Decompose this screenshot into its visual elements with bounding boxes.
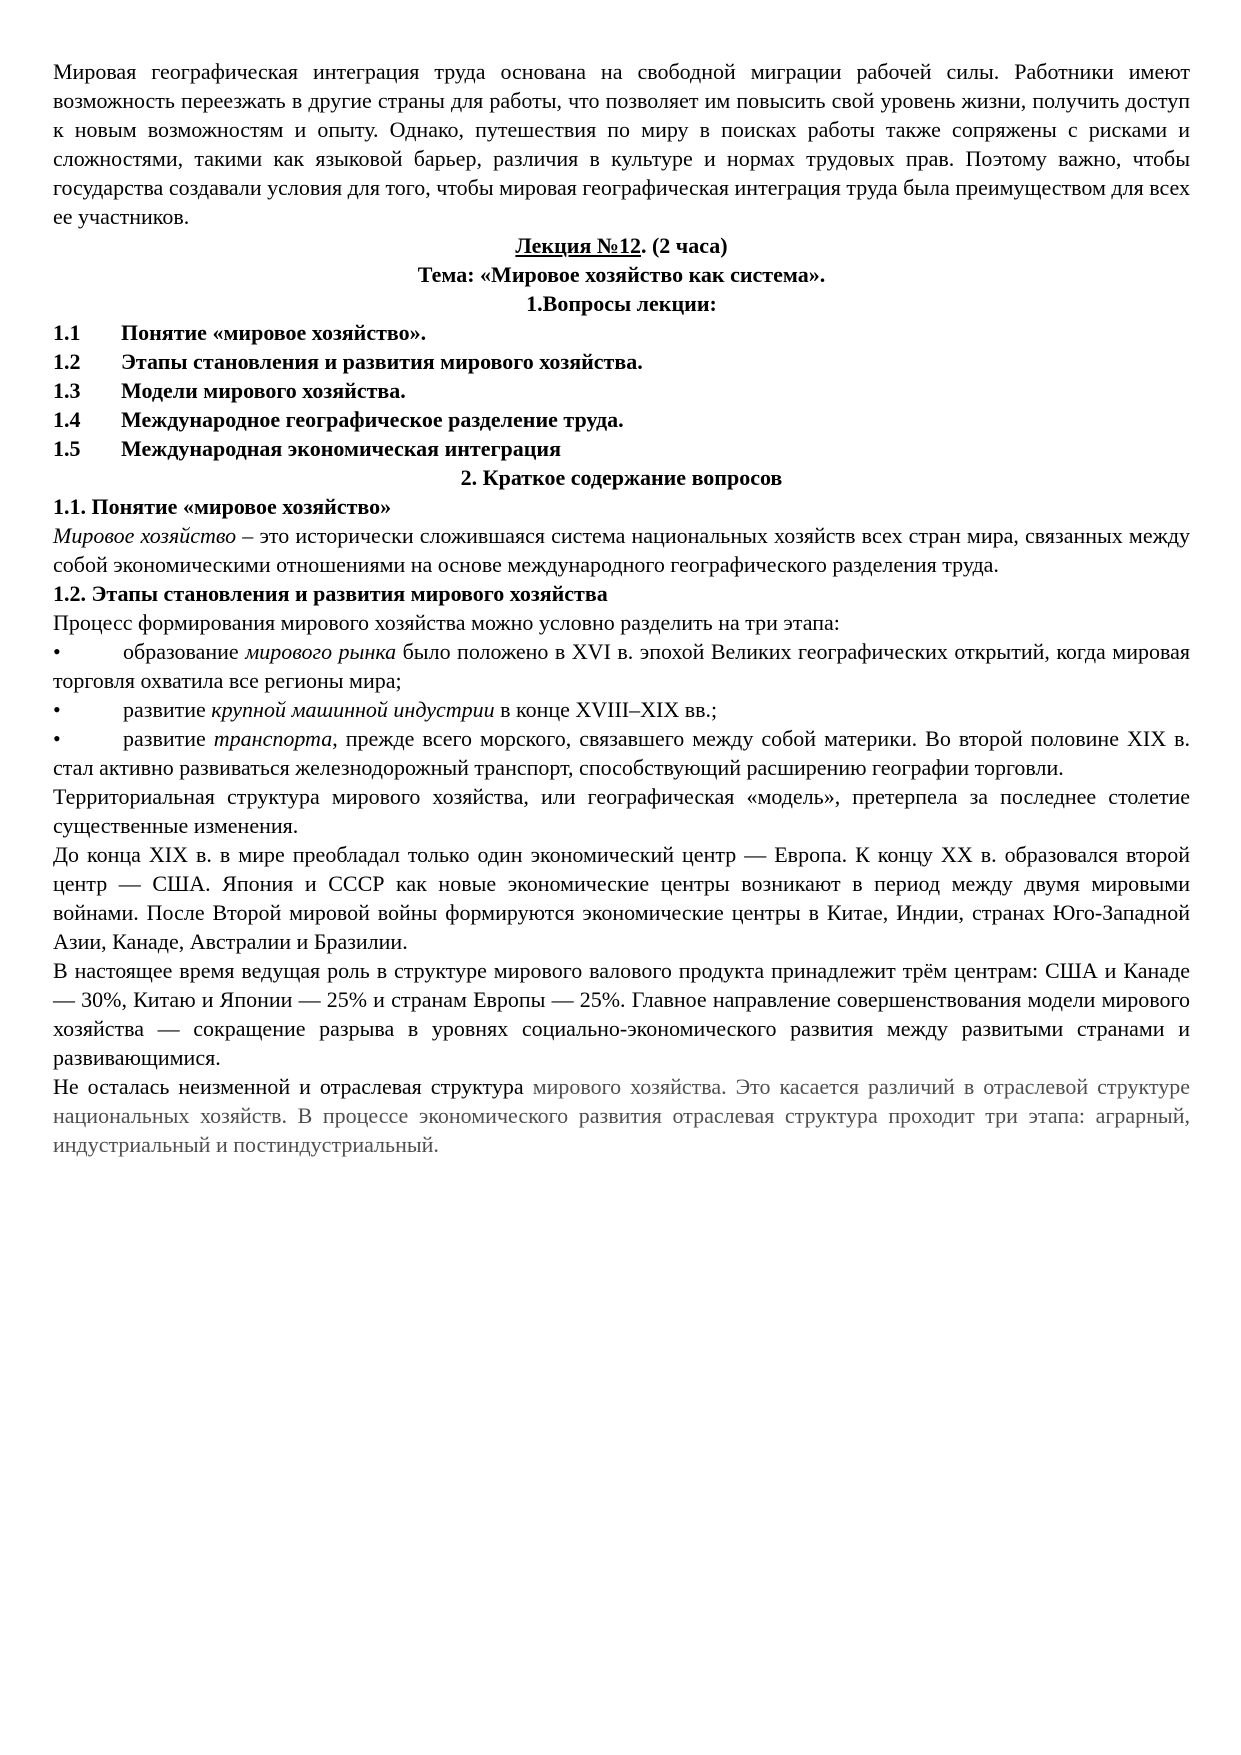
- bullet-item-2: [53, 695, 1190, 724]
- question-text: Модели мирового хозяйства.: [121, 378, 406, 403]
- bullet-text-pre: развитие: [123, 726, 214, 751]
- gdp-paragraph: В настоящее время ведущая роль в структуре мирового валового продукта принадлежит трём центрам: США и Канаде — 30%, Китаю и Японии — 25% и странам Европы — 25%. Главное направление совершенствования модели мирового хозяйства — сокращение разрыва в уровнях социально-экономического развития между развитыми странами и развивающимися.: [53, 958, 1190, 1070]
- section-1-2-heading: 1.2. Этапы становления и развития мирового хозяйства: [53, 581, 608, 606]
- bullet-icon: •: [53, 726, 61, 751]
- section-1-1-heading: 1.1. Понятие «мировое хозяйство»: [53, 494, 392, 519]
- stages-lead: Процесс формирования мирового хозяйства можно условно разделить на три этапа:: [53, 610, 840, 635]
- centers-paragraph: До конца XIX в. в мире преобладал только один экономический центр — Европа. К концу XX в. образовался второй центр — США. Япония и СССР как новые экономические центры возникают в период между двумя мировыми войнами. После Второй мировой войны формируются экономические центры в Китае, Индии, странах Юго-Западной Азии, Канаде, Австралии и Бразилии.: [53, 842, 1190, 954]
- bullet-text-pre: развитие: [123, 697, 212, 722]
- bullet-text-italic: транспорта: [213, 726, 333, 751]
- lecture-heading: [53, 231, 1190, 260]
- question-number: 1.1: [53, 320, 81, 345]
- sectoral-paragraph: [53, 1072, 1190, 1159]
- question-text: Этапы становления и развития мирового хозяйства.: [121, 349, 643, 374]
- bullet-item-1: [53, 637, 1190, 695]
- question-number: 1.2: [53, 349, 81, 374]
- bullet-text-pre: образование: [123, 639, 246, 664]
- question-item-1: [53, 318, 1190, 347]
- intro-paragraph: Мировая географическая интеграция труда основана на свободной миграции рабочей силы. Работники имеют возможность переезжать в другие страны для работы, что позволяет им повысить свой уровень жизни, получить доступ к новым возможностям и опыту. Однако, путешествия по миру в поисках работы также сопряжены с рисками и сложностями, такими как языковой барьер, различия в культуре и нормах трудовых прав. Поэтому важно, чтобы государства создавали условия для того, чтобы мировая географическая интеграция труда была преимуществом для всех ее участников.: [53, 59, 1190, 229]
- questions-heading: 1.Вопросы лекции:: [526, 291, 717, 316]
- lecture-duration: . (2 часа): [640, 233, 728, 258]
- definition-term: Мировое хозяйство: [53, 523, 237, 548]
- question-text: Понятие «мировое хозяйство».: [121, 320, 427, 345]
- question-number: 1.5: [53, 436, 81, 461]
- question-number: 1.4: [53, 407, 81, 432]
- question-item-3: [53, 376, 1190, 405]
- territorial-paragraph: Территориальная структура мирового хозяйства, или географическая «модель», претерпела за последнее столетие существенные изменения.: [53, 784, 1190, 838]
- theme-heading: Тема: «Мировое хозяйство как система».: [417, 262, 826, 287]
- bullet-text-post: было положено в XVI в. эпохой Великих географических открытий, когда мировая торговля охватила все регионы мира;: [53, 639, 1190, 693]
- question-item-2: [53, 347, 1190, 376]
- question-text: Международная экономическая интеграция: [121, 436, 561, 461]
- summary-heading: 2. Краткое содержание вопросов: [460, 465, 783, 490]
- lecture-number: Лекция №12: [515, 233, 641, 258]
- sectoral-text-muted: мирового хозяйства. Это касается различий в отраслевой структуре национальных хозяйств. В процессе экономического развития отраслевая структура проходит три этапа: аграрный, индустриальный и постиндустриальный.: [53, 1074, 1190, 1157]
- bullet-text-post: , прежде всего морского, связавшего между собой материки. Во второй половине XIX в. стал активно развиваться железнодорожный транспорт, способствующий расширению географии торговли.: [53, 726, 1190, 780]
- bullet-text-italic: мирового рынка: [245, 639, 397, 664]
- definition-rest: – это исторически сложившаяся система национальных хозяйств всех стран мира, связанных между собой экономическими отношениями на основе международного географического разделения труда.: [53, 523, 1191, 577]
- bullet-icon: •: [53, 697, 61, 722]
- bullet-text-italic: крупной машинной индустрии: [211, 697, 495, 722]
- bullet-item-3: [53, 724, 1190, 782]
- bullet-text-post: в конце XVIII–XIX вв.;: [494, 697, 718, 722]
- definition-paragraph: [53, 521, 1190, 579]
- question-item-4: [53, 405, 1190, 434]
- question-item-5: [53, 434, 1190, 463]
- sectoral-text-black: Не осталась неизменной и отраслевая структура: [53, 1074, 533, 1099]
- bullet-icon: •: [53, 639, 61, 664]
- question-number: 1.3: [53, 378, 81, 403]
- question-text: Международное географическое разделение труда.: [121, 407, 624, 432]
